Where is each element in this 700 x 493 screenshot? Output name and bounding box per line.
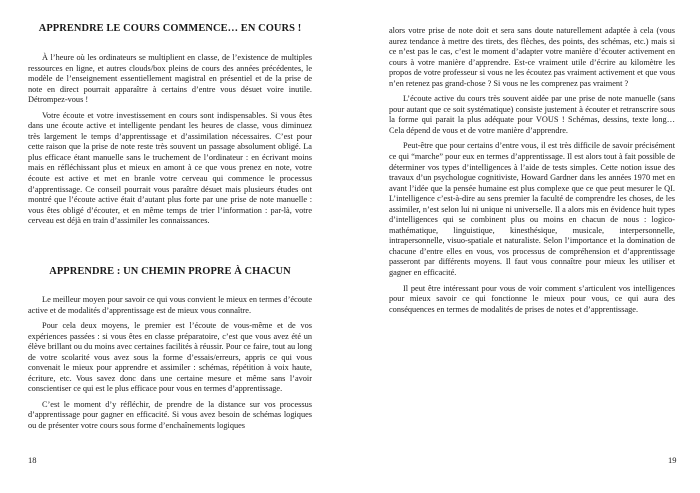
section-heading-chemin: APPRENDRE : UN CHEMIN PROPRE À CHACUN <box>49 266 291 277</box>
paragraph: Peut-être que pour certains d’entre vous, il est très difficile de savoir précisément ce qui “marche” pour eux en termes d’apprentissage. Il est alors tout à fait possible de déterminer vos types d’intelligences à l’aide de tests simples. Cette notion issue des travaux d’un psychologue cognitiviste, Howard Gardner dans les années 1970 met en avant l’idée que la pensée humaine est plus complexe que ce que peut mesurer le QI. L’intelligence c’est-à-dire au sens premier la faculté de comprendre les choses, de les assimiler, n’est selon lui ni unique ni universelle. Il a alors mis en évidence huit types d’intelligences qui se combinent plus ou moins en chacun de nous : logico-mathématique, linguistique, kinesthésique, musicale, interpersonnelle, intrapersonnelle, visuo-spatiale et naturaliste. Selon l’importance et la domination de chacune d’entre elles en vous, vos processus de compréhension et d’apprentissage passeront par différents moyens. Il faut vous connaître pour mieux les utiliser et gagner en efficacité. <box>389 141 675 278</box>
section-heading-cours: APPRENDRE LE COURS COMMENCE… EN COURS ! <box>38 23 302 34</box>
section-body-cours <box>28 53 312 232</box>
paragraph: Il peut être intéressant pour vous de voir comment s’articulent vos intelligences pour mieux savoir ce qui fonctionne le mieux pour vous, ce qui aura des conséquences en termes de modalités de prises de notes et d’apprentissage. <box>389 283 675 314</box>
page-number-left: 18 <box>28 455 37 465</box>
paragraph: C’est le moment d’y réfléchir, de prendre de la distance sur vos processus d’apprentissage pour gagner en efficacité. Si vous avez besoin de schémas logiques ou de présenter votre cours sous forme d’enchaînements logiques <box>28 399 312 431</box>
paragraph: À l’heure où les ordinateurs se multiplient en classe, de l’existence de multiples ressources en ligne, et autres clouds/box pleins de cours des années précédentes, le modèle de l’enseignement essentiellement magistral en présentiel et de la prise de note en direct pourrait apparaître à certains d’entre vous désuet voire inutile. Détrompez-vous ! <box>28 53 312 105</box>
left-page <box>28 0 312 493</box>
section-body-chemin <box>28 295 312 437</box>
paragraph-continued: alors votre prise de note doit et sera sans doute naturellement adaptée à cela (vous aurez tendance à mettre des tirets, des flèches, des points, des schémas, etc.) mais si ce n’est pas le cas, c’est le moment d’adapter votre manière d’écouter activement en cours à votre manière d’apprendre. Est-ce vraiment utile d’écrire au kilomètre les propos de votre professeur si vous ne les écoutez pas vraiment activement et que vous n’en retenez pas grand-chose ? Si vous ne les comprenez pas vraiment ? <box>389 26 675 88</box>
paragraph: Pour cela deux moyens, le premier est l’écoute de vous-même et de vos expériences passées : si vous êtes en classe préparatoire, c’est que vous avez été un élève brillant ou du moins avec certaines facilités à réussir. Pour ce faire, tout au long de votre scolarité vous avez sous la forme d’essais/erreurs, appris ce qui vous convenait le mieux pour apprendre et assimiler : schémas, répétition à voix haute, écriture, etc. Vous savez donc dans une certaine mesure et même sans l’avoir conscientiser ce qui est le plus efficace pour vous en termes d’apprentissage. <box>28 321 312 394</box>
paragraph: L’écoute active du cours très souvent aidée par une prise de note manuelle (sans pour autant que ce soit systématique) consiste justement à écouter et retranscrire sous la forme qui parait la plus adéquate pour VOUS ! Schémas, dessins, texte long… Cela dépend de vous et de votre manière d’apprendre. <box>389 94 675 135</box>
page-number-right: 19 <box>668 455 677 465</box>
paragraph: Le meilleur moyen pour savoir ce qui vous convient le mieux en termes d’écoute active et de modalités d’apprentissage est de mieux vous connaître. <box>28 295 312 315</box>
right-page-body <box>389 26 675 320</box>
paragraph: Votre écoute et votre investissement en cours sont indispensables. Si vous êtes dans une écoute active et intelligente pendant les heures de classe, vous diminuez très largement le temps d’apprentissage et d’assimilation nécessaires. C’est pour cette raison que la prise de note reste très souvent un passage absolument obligé. La plus efficace étant manuelle sans le truchement de l’ordinateur : en écrivant moins mais en réfléchissant plus et mieux en amont à ce que vous prenez en note, votre écoute est active et met en branle votre cerveau qui commence le processus d’apprentissage. Ce conseil pourrait vous paraître désuet mais plusieurs études ont montré que l’écoute active était d’autant plus forte par une prise de note manuelle : vous êtes obligé d’écouter, et en même temps de trier l’information : par-là, votre cerveau est déjà en train d’assimiler les connaissances. <box>28 110 312 226</box>
right-page <box>389 0 675 493</box>
